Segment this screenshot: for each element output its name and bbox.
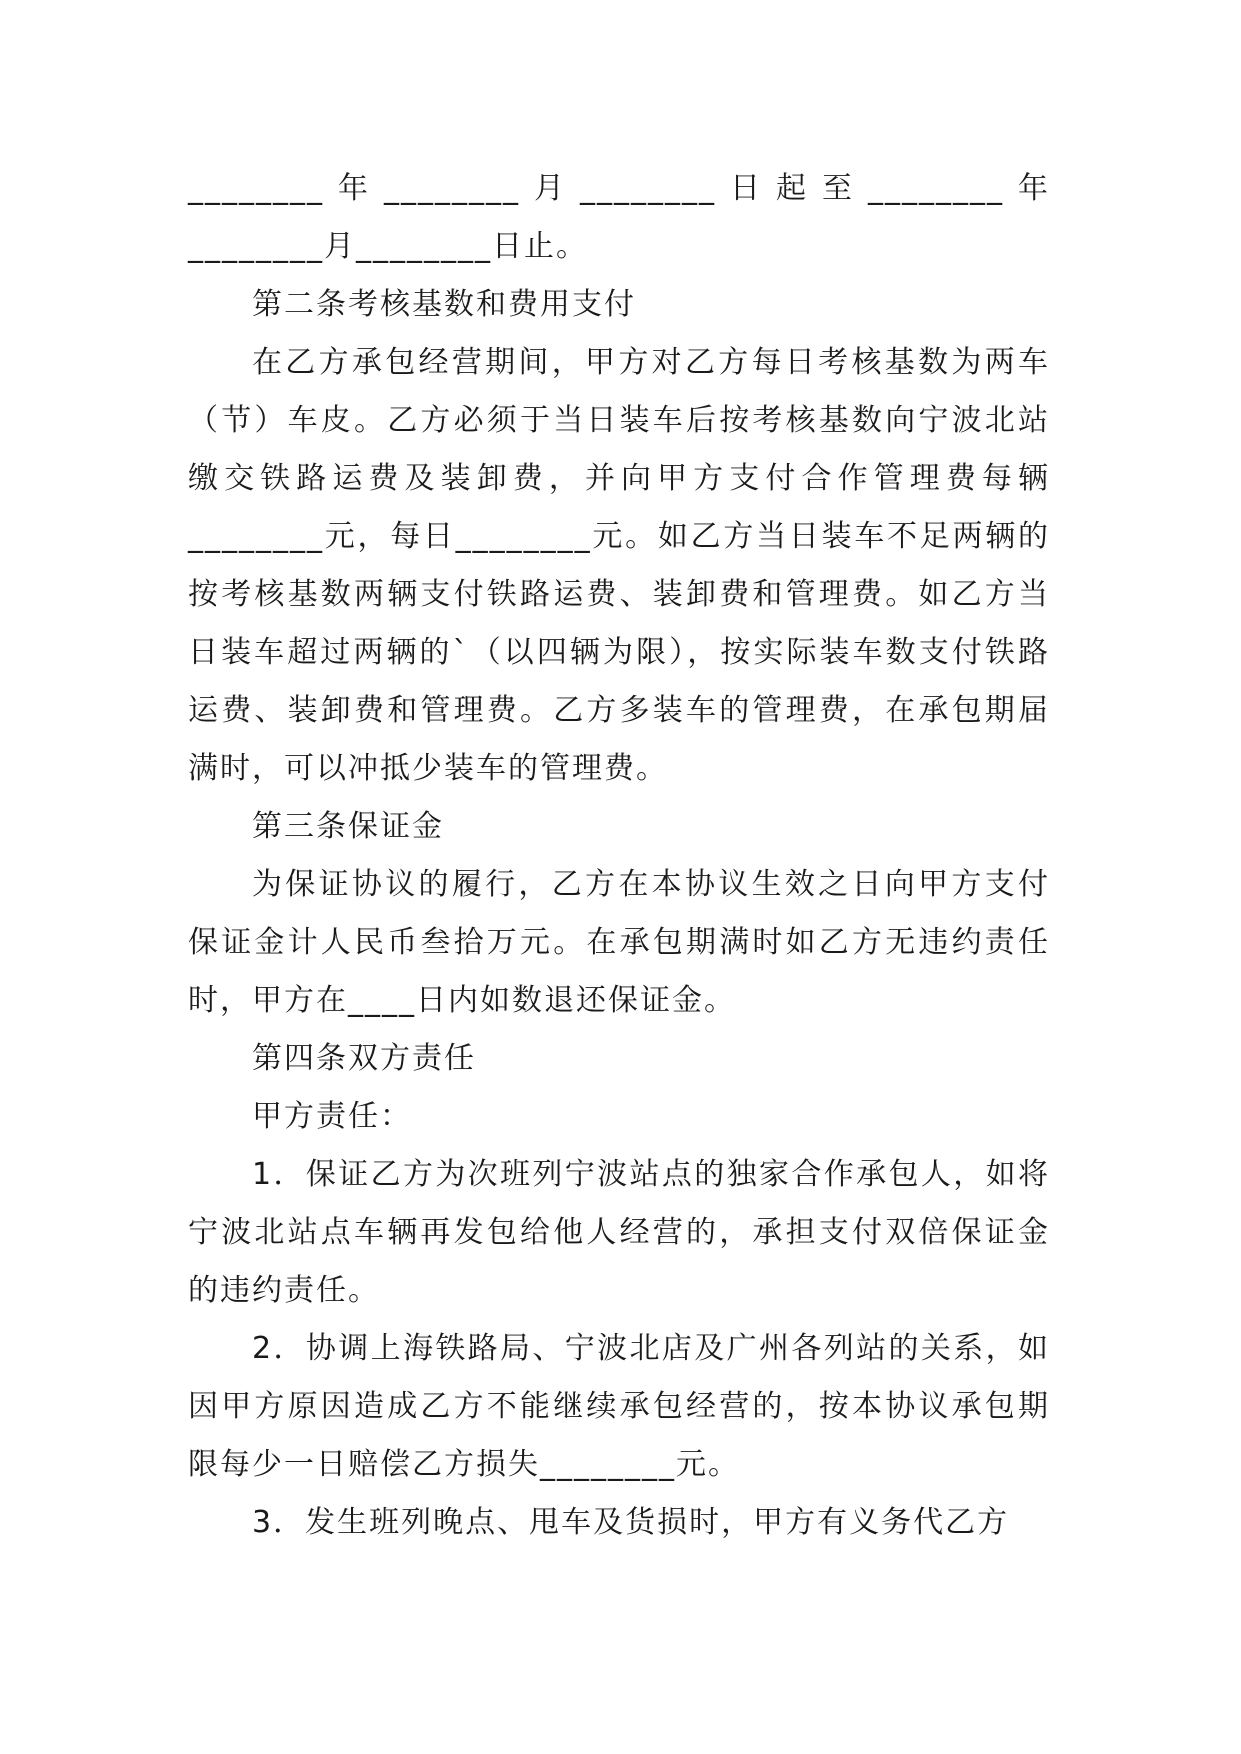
clause-item-3: 3．发生班列晚点、甩车及货损时，甲方有义务代乙方 [252, 1505, 1010, 1540]
term-period-paragraph: ________年________月________日起至________年________月________日止。 [188, 171, 1050, 264]
clause-item-2: 2．协调上海铁路局、宁波北店及广州各列站的关系，如因甲方原因造成乙方不能继续承包经营的，按本协议承包期限每少一日赔偿乙方损失________元。 [188, 1331, 1050, 1482]
article-3-paragraph: 为保证协议的履行，乙方在本协议生效之日向甲方支付保证金计人民币叁拾万元。在承包期满时如乙方无违约责任时，甲方在____日内如数退还保证金。 [188, 867, 1050, 1018]
document-body [188, 160, 1050, 1552]
article-4-heading: 第四条双方责任 [252, 1041, 476, 1076]
article-2-heading: 第二条考核基数和费用支付 [252, 287, 636, 322]
article-3-heading: 第三条保证金 [252, 809, 444, 844]
party-a-heading: 甲方责任： [252, 1099, 412, 1134]
clause-item-1: 1．保证乙方为次班列宁波站点的独家合作承包人，如将宁波北站点车辆再发包给他人经营的，承担支付双倍保证金的违约责任。 [188, 1157, 1050, 1308]
article-2-paragraph: 在乙方承包经营期间，甲方对乙方每日考核基数为两车（节）车皮。乙方必须于当日装车后按考核基数向宁波北站缴交铁路运费及装卸费，并向甲方支付合作管理费每辆________元，每日________元。如乙方当日装车不足两辆的按考核基数两辆支付铁路运费、装卸费和管理费。如乙方当日装车超过两辆的`（以四辆为限），按实际装车数支付铁路运费、装卸费和管理费。乙方多装车的管理费，在承包期届满时，可以冲抵少装车的管理费。 [188, 345, 1050, 786]
